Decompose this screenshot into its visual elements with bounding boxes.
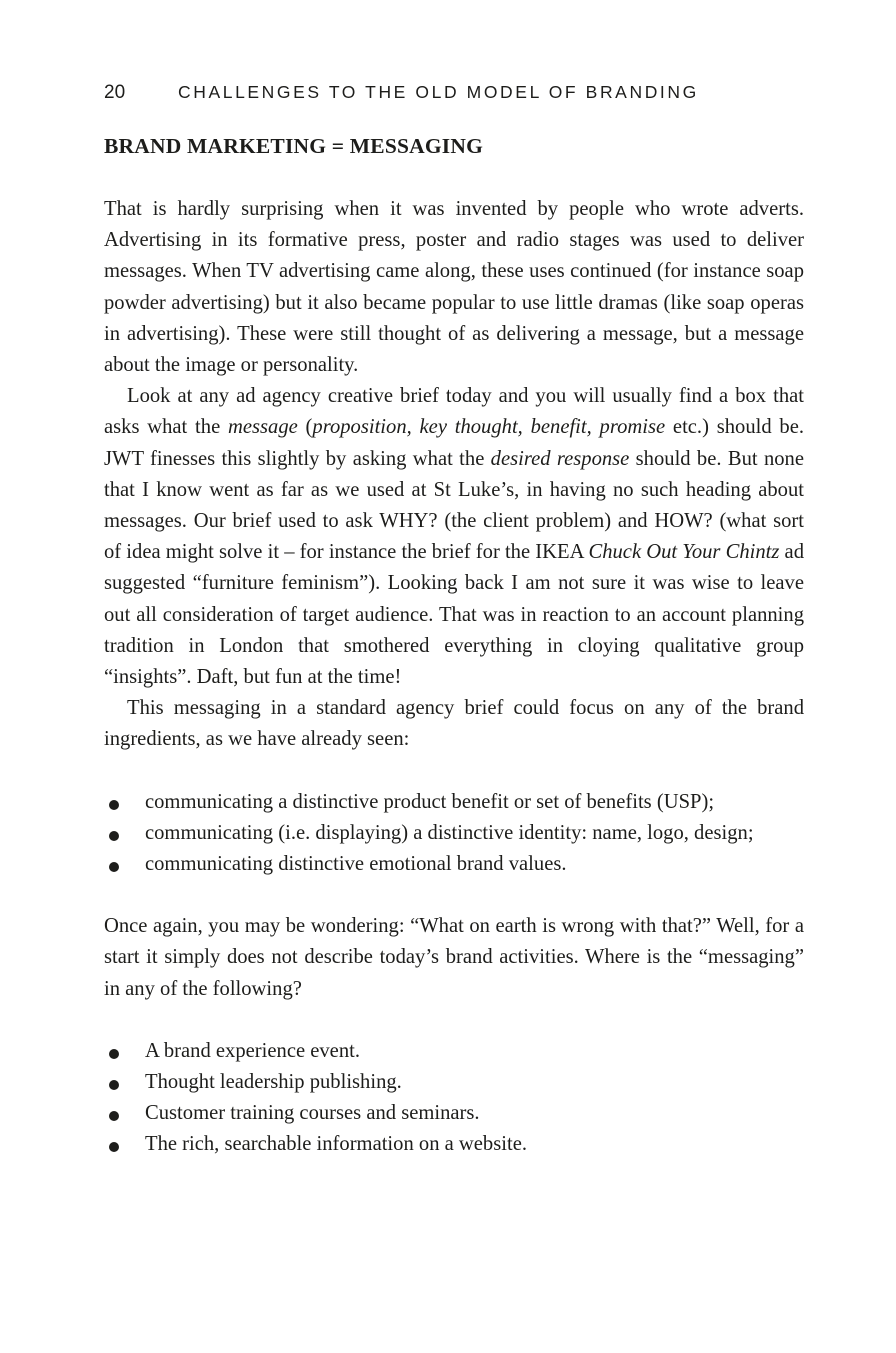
- list-item-text: Customer training courses and seminars.: [145, 1102, 480, 1125]
- running-header: [104, 82, 804, 110]
- list-item: [104, 849, 804, 880]
- bullet-icon: [109, 862, 119, 872]
- bullet-list-activities: [104, 1036, 804, 1161]
- bullet-icon: [109, 831, 119, 841]
- bullet-icon: [109, 1080, 119, 1090]
- p2-text-a: Look at any ad agency creative brief today and you will usually find a box that asks what the: [104, 385, 804, 439]
- paragraph-2: [104, 381, 804, 693]
- bullet-icon: [109, 800, 119, 810]
- list-item: [104, 1036, 804, 1067]
- list-item-text: communicating (i.e. displaying) a distinctive identity: name, logo, design;: [145, 821, 754, 844]
- list-item: [104, 1129, 804, 1160]
- p2-italic-desired-response: desired response: [490, 447, 630, 470]
- p2-italic-ad-title: Chuck Out Your Chintz: [588, 541, 780, 564]
- list-item: [104, 1098, 804, 1129]
- p2-italic-proposition: proposition, key thought, benefit, promise: [312, 416, 666, 439]
- p2-text-i: ad suggested “furniture feminism”). Looking back I am not sure it was wise to leave out all consideration of target audience. That was in reaction to an account planning tradition in London that smothered everything in cloying qualitative group “insights”. Daft, but fun at the time!: [104, 541, 804, 689]
- page-number: 20: [104, 82, 126, 103]
- bullet-icon: [109, 1049, 119, 1059]
- bullet-icon: [109, 1111, 119, 1121]
- paragraph-3: This messaging in a standard agency brief could focus on any of the brand ingredients, as we have already seen:: [104, 697, 804, 751]
- bullet-list-ingredients: [104, 787, 804, 881]
- book-page: [104, 82, 804, 1192]
- list-item: [104, 1067, 804, 1098]
- list-item: [104, 787, 804, 818]
- p2-italic-message: message: [227, 416, 298, 439]
- list-item-text: communicating a distinctive product benefit or set of benefits (USP);: [145, 790, 715, 813]
- bullet-icon: [109, 1142, 119, 1152]
- list-item: [104, 818, 804, 849]
- list-item-text: The rich, searchable information on a website.: [145, 1133, 527, 1156]
- section-heading: BRAND MARKETING = MESSAGING: [104, 134, 484, 158]
- list-item-text: communicating distinctive emotional brand values.: [145, 853, 567, 876]
- running-title: CHALLENGES TO THE OLD MODEL OF BRANDING: [178, 82, 699, 102]
- paragraph-1: That is hardly surprising when it was invented by people who wrote adverts. Advertising in its formative press, poster and radio stages was used to deliver messages. When TV advertising came along, these uses continued (for instance soap powder advertising) but it also became popular to use little dramas (like soap operas in advertising). These were still thought of as delivering a message, but a message about the image or personality.: [104, 198, 804, 377]
- list-item-text: Thought leadership publishing.: [145, 1071, 402, 1094]
- paragraph-4: Once again, you may be wondering: “What on earth is wrong with that?” Well, for a start it simply does not describe today’s brand activities. Where is the “messaging” in any of the following?: [104, 915, 804, 1000]
- p2-text-e: etc.) should be. JWT finesses this slightly by asking what the: [104, 416, 804, 470]
- p2-text-c: (: [297, 416, 313, 439]
- p2-text-g: should be. But none that I know went as far as we used at St Luke’s, in having no such heading about messages. Our brief used to ask WHY? (the client problem) and HOW? (what sort of idea might solve it – for instance the brief for the IKEA: [104, 447, 804, 564]
- list-item-text: A brand experience event.: [145, 1039, 360, 1062]
